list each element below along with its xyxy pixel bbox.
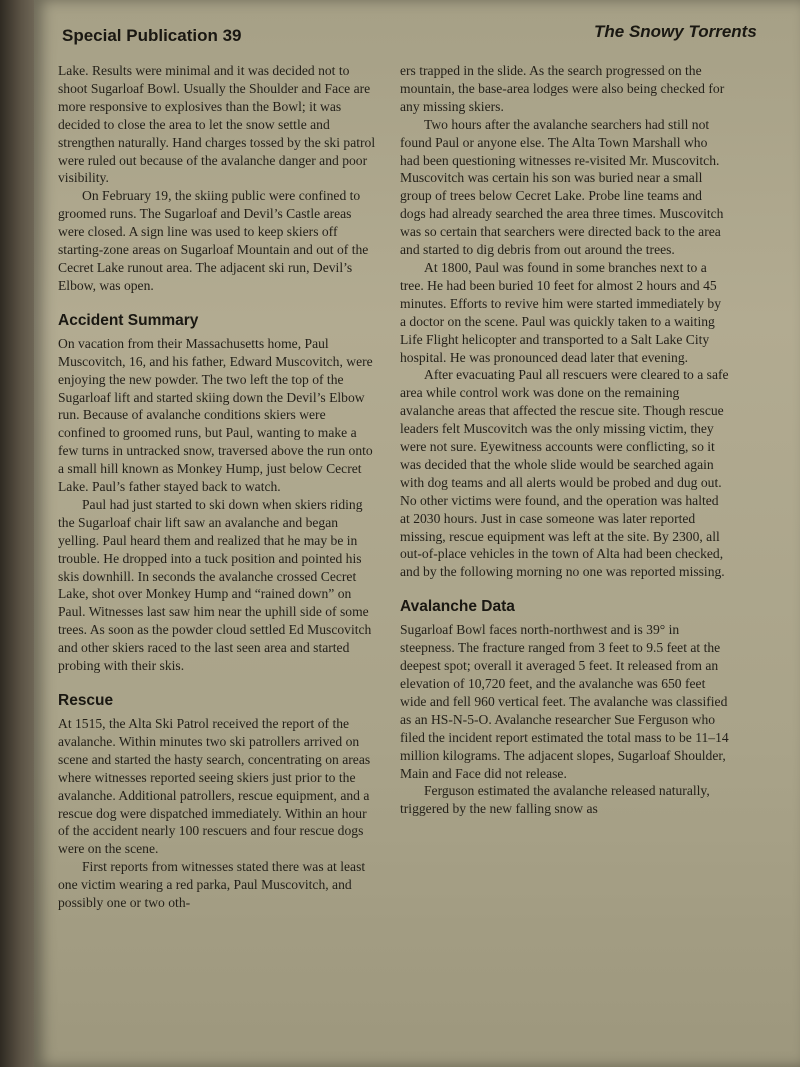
- paragraph: At 1515, the Alta Ski Patrol received the report of the avalanche. Within minutes two ski patrollers arrived on scene and started the hasty search, concentrating on areas where witnesses reported seeing skiers just prior to the avalanche. Additional patrollers, rescue equipment, and a rescue dog were dispatched immediately. Within an hour of the accident nearly 100 rescuers and four rescue dogs were on the scene.: [58, 716, 371, 857]
- running-header-right: The Snowy Torrents: [594, 22, 757, 41]
- book-page: [34, 0, 800, 1067]
- paragraph: On vacation from their Massachusetts home, Paul Muscovitch, 16, and his father, Edward Muscovitch, were enjoying the new powder. The two left the top of the Sugarloaf lift and started skiing down the Devil’s Elbow run. Because of avalanche conditions skiers were confined to groomed runs, but Paul, wanting to make a few turns in untracked snow, traversed above the run onto a small hill known as Monkey Hump, just below Cecret Lake. Paul’s father stayed back to watch.: [58, 335, 373, 495]
- right-column: [400, 62, 730, 818]
- paragraph: Lake. Results were minimal and it was decided not to shoot Sugarloaf Bowl. Usually the Shoulder and Face are more responsive to explosives than the Bowl; it was decided to close the area to let the snow settle and strengthen naturally. Hand charges tossed by the ski patrol were ruled out because of the avalanche danger and poor visibility.: [58, 63, 376, 186]
- paragraph: On February 19, the skiing public were confined to groomed runs. The Sugarloaf and Devil’s Castle areas were closed. A sign line was used to keep skiers off starting-zone areas on Sugarloaf Mountain and out of the Cecret Lake runout area. The adjacent ski run, Devil’s Elbow, was open.: [58, 188, 369, 293]
- paragraph: Two hours after the avalanche searchers had still not found Paul or anyone else. The Alta Town Marshall who had been questioning witnesses re-visited Mr. Muscovitch. Muscovitch was certain his son was buried near a small group of trees below Cecret Lake. Probe line teams and dogs had already searched the area three times. Muscovitch was so certain that searchers were directed back to the area and started to dig debris from out around the trees.: [400, 116, 724, 258]
- paragraph: Paul had just started to ski down when skiers riding the Sugarloaf chair lift saw an avalanche and began yelling. Paul heard them and realized that he may be in trouble. He dropped into a tuck position and pointed his skis downhill. In seconds the avalanche crossed Cecret Lake, shot over Monkey Hump and “rained down” on Paul. Witnesses last saw him near the uphill side of some trees. As soon as the powder cloud settled Ed Muscovitch and other skiers raced to the last seen area and started probing with their skis.: [58, 496, 372, 674]
- paragraph: After evacuating Paul all rescuers were cleared to a safe area while control work was done on the remaining avalanche areas that affected the rescue site. Though rescue leaders felt Muscovitch was the only missing victim, they were not sure. Eyewitness accounts were conflicting, so it was decided that the whole slide would be searched again with dog teams and all alerts would be probed and dug out. No other victims were found, and the operation was halted at 2030 hours. Just in case someone was later reported missing, rescue equipment was left at the site. By 2300, all out-of-place vehicles in the town of Alta had been checked, and by the following morning no one was reported missing.: [400, 367, 729, 580]
- section-heading-rescue: Rescue: [58, 692, 114, 709]
- paragraph: First reports from witnesses stated there was at least one victim wearing a red parka, Paul Muscovitch, and possibly one or two oth-: [58, 859, 366, 911]
- left-column: [58, 62, 376, 912]
- section-heading-avalanche-data: Avalanche Data: [400, 598, 515, 616]
- running-header-left: Special Publication 39: [62, 26, 242, 45]
- section-heading-accident-summary: Accident Summary: [58, 311, 199, 329]
- paragraph: Ferguson estimated the avalanche released naturally, triggered by the new falling snow as: [400, 783, 710, 817]
- paragraph: At 1800, Paul was found in some branches next to a tree. He had been buried 10 feet for almost 2 hours and 45 minutes. Efforts to revive him were started immediately by a doctor on the scene. Paul was quickly taken to a waiting Life Flight helicopter and transported to a Salt Lake City hospital. He was pronounced dead later that evening.: [400, 259, 722, 365]
- paragraph: Sugarloaf Bowl faces north-northwest and is 39° in steepness. The fracture ranged from 3 feet to 9.5 feet at the deepest spot; overall it averaged 5 feet. It released from an elevation of 10,720 feet, and the avalanche was 650 feet wide and fell 960 vertical feet. The avalanche was classified as an HS-N-5-O. Avalanche researcher Sue Ferguson who filed the incident report estimated the total mass to be 11–14 million kilograms. The adjacent slopes, Sugarloaf Shoulder, Main and Face did not release.: [400, 622, 729, 781]
- book-binding: [0, 0, 34, 1067]
- paragraph: ers trapped in the slide. As the search progressed on the mountain, the base-area lodges were also being checked for any missing skiers.: [400, 63, 725, 114]
